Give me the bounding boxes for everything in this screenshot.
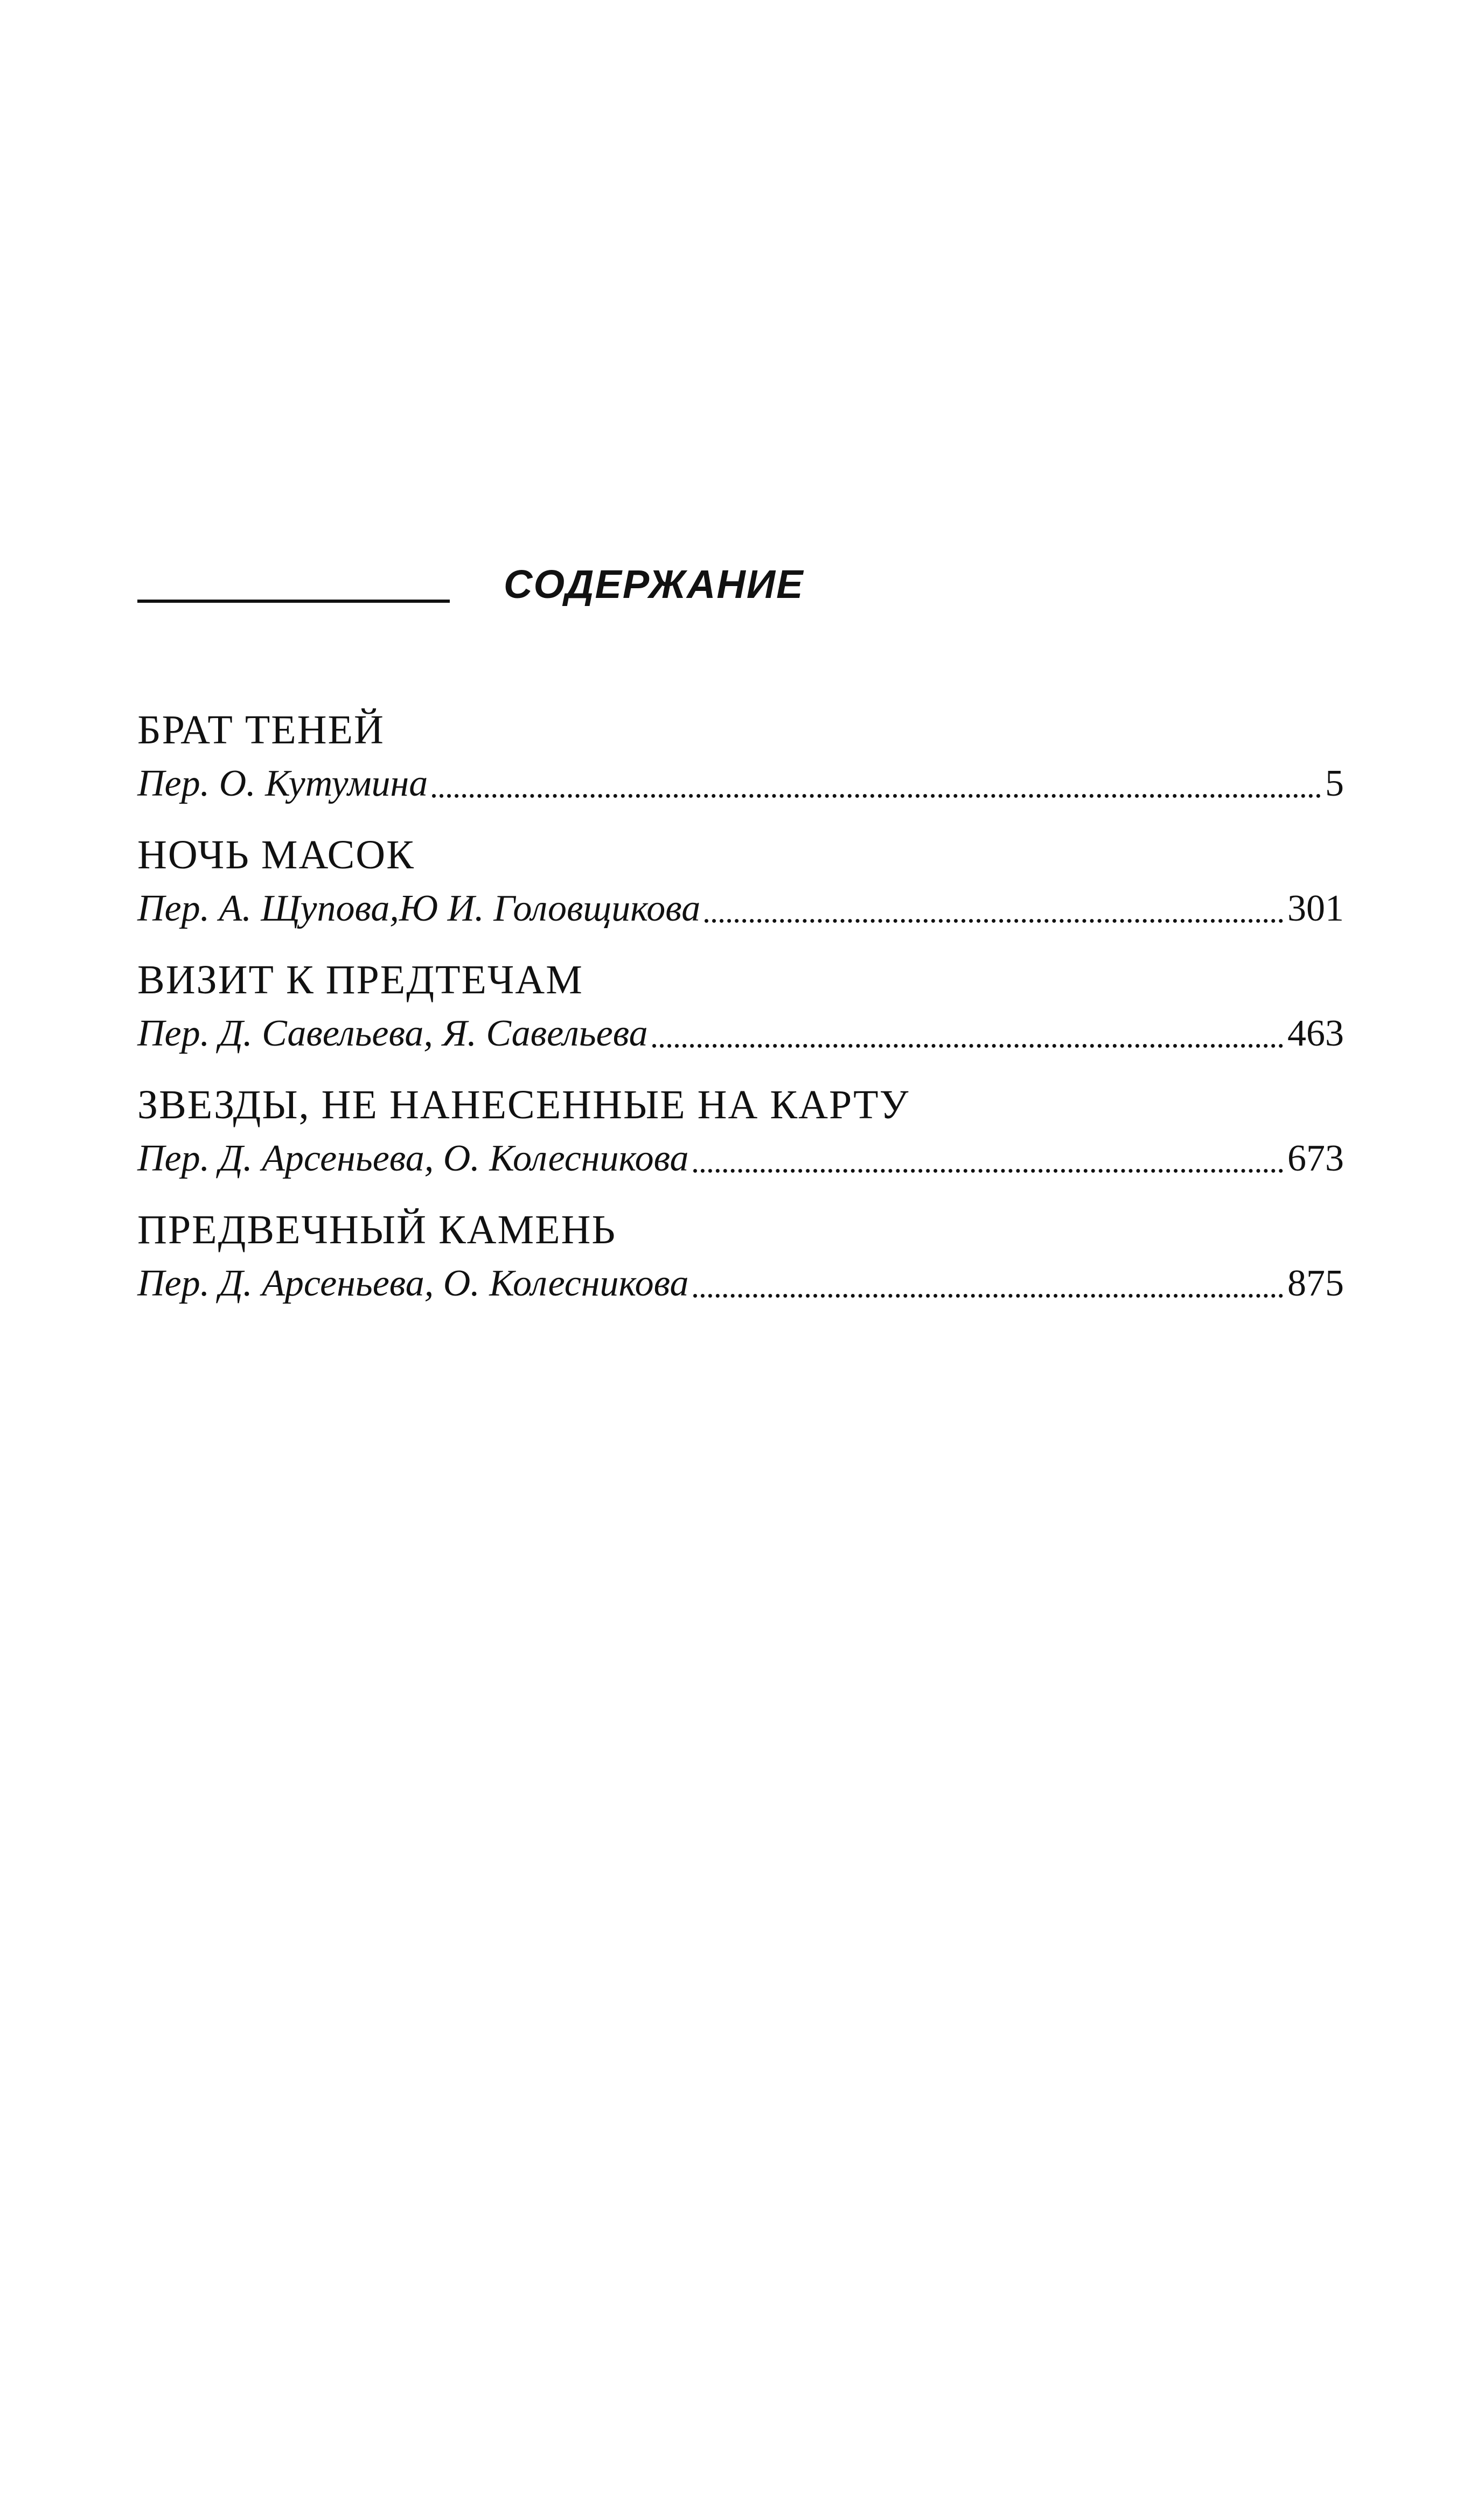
entry-line xyxy=(137,1007,1344,1061)
toc-entry xyxy=(137,703,1344,828)
contents-header xyxy=(137,558,1344,617)
dot-leader xyxy=(693,1284,1283,1298)
header-rule xyxy=(137,600,450,603)
dot-leader xyxy=(705,909,1283,923)
entry-translator: Пер. Д. Савельева, Я. Савельева xyxy=(137,1013,648,1054)
entry-title: ПРЕДВЕЧНЫЙ КАМЕНЬ xyxy=(137,1207,617,1252)
dot-leader xyxy=(693,1159,1283,1173)
entry-line xyxy=(137,1132,1344,1186)
entry-page-number: 463 xyxy=(1287,1013,1344,1054)
entry-translator: Пер. Д. Арсеньева, О. Колесникова xyxy=(137,1138,689,1179)
contents-title: СОДЕРЖАНИЕ xyxy=(504,562,804,607)
entry-line xyxy=(137,1257,1344,1311)
entry-line xyxy=(137,757,1344,811)
entry-page-number: 875 xyxy=(1287,1263,1344,1304)
entry-translator: Пер. Д. Арсеньева, О. Колесникова xyxy=(137,1263,689,1304)
entry-page-number: 5 xyxy=(1325,763,1344,804)
toc-entry xyxy=(137,1078,1344,1203)
entry-title: БРАТ ТЕНЕЙ xyxy=(137,707,385,753)
entry-title: ЗВЕЗДЫ, НЕ НАНЕСЕННЫЕ НА КАРТУ xyxy=(137,1082,910,1127)
entry-translator: Пер. А. Щупова,Ю И. Головщикова xyxy=(137,888,701,929)
table-of-contents xyxy=(137,703,1344,1328)
entry-line xyxy=(137,882,1344,936)
toc-entry xyxy=(137,953,1344,1078)
entry-page-number: 673 xyxy=(1287,1138,1344,1179)
dot-leader xyxy=(652,1034,1283,1048)
toc-entry xyxy=(137,1203,1344,1328)
dot-leader xyxy=(432,784,1321,798)
entry-page-number: 301 xyxy=(1287,888,1344,929)
entry-title: НОЧЬ МАСОК xyxy=(137,832,415,878)
entry-title: ВИЗИТ К ПРЕДТЕЧАМ xyxy=(137,957,583,1002)
toc-entry xyxy=(137,828,1344,953)
entry-translator: Пер. О. Кутумина xyxy=(137,763,428,804)
